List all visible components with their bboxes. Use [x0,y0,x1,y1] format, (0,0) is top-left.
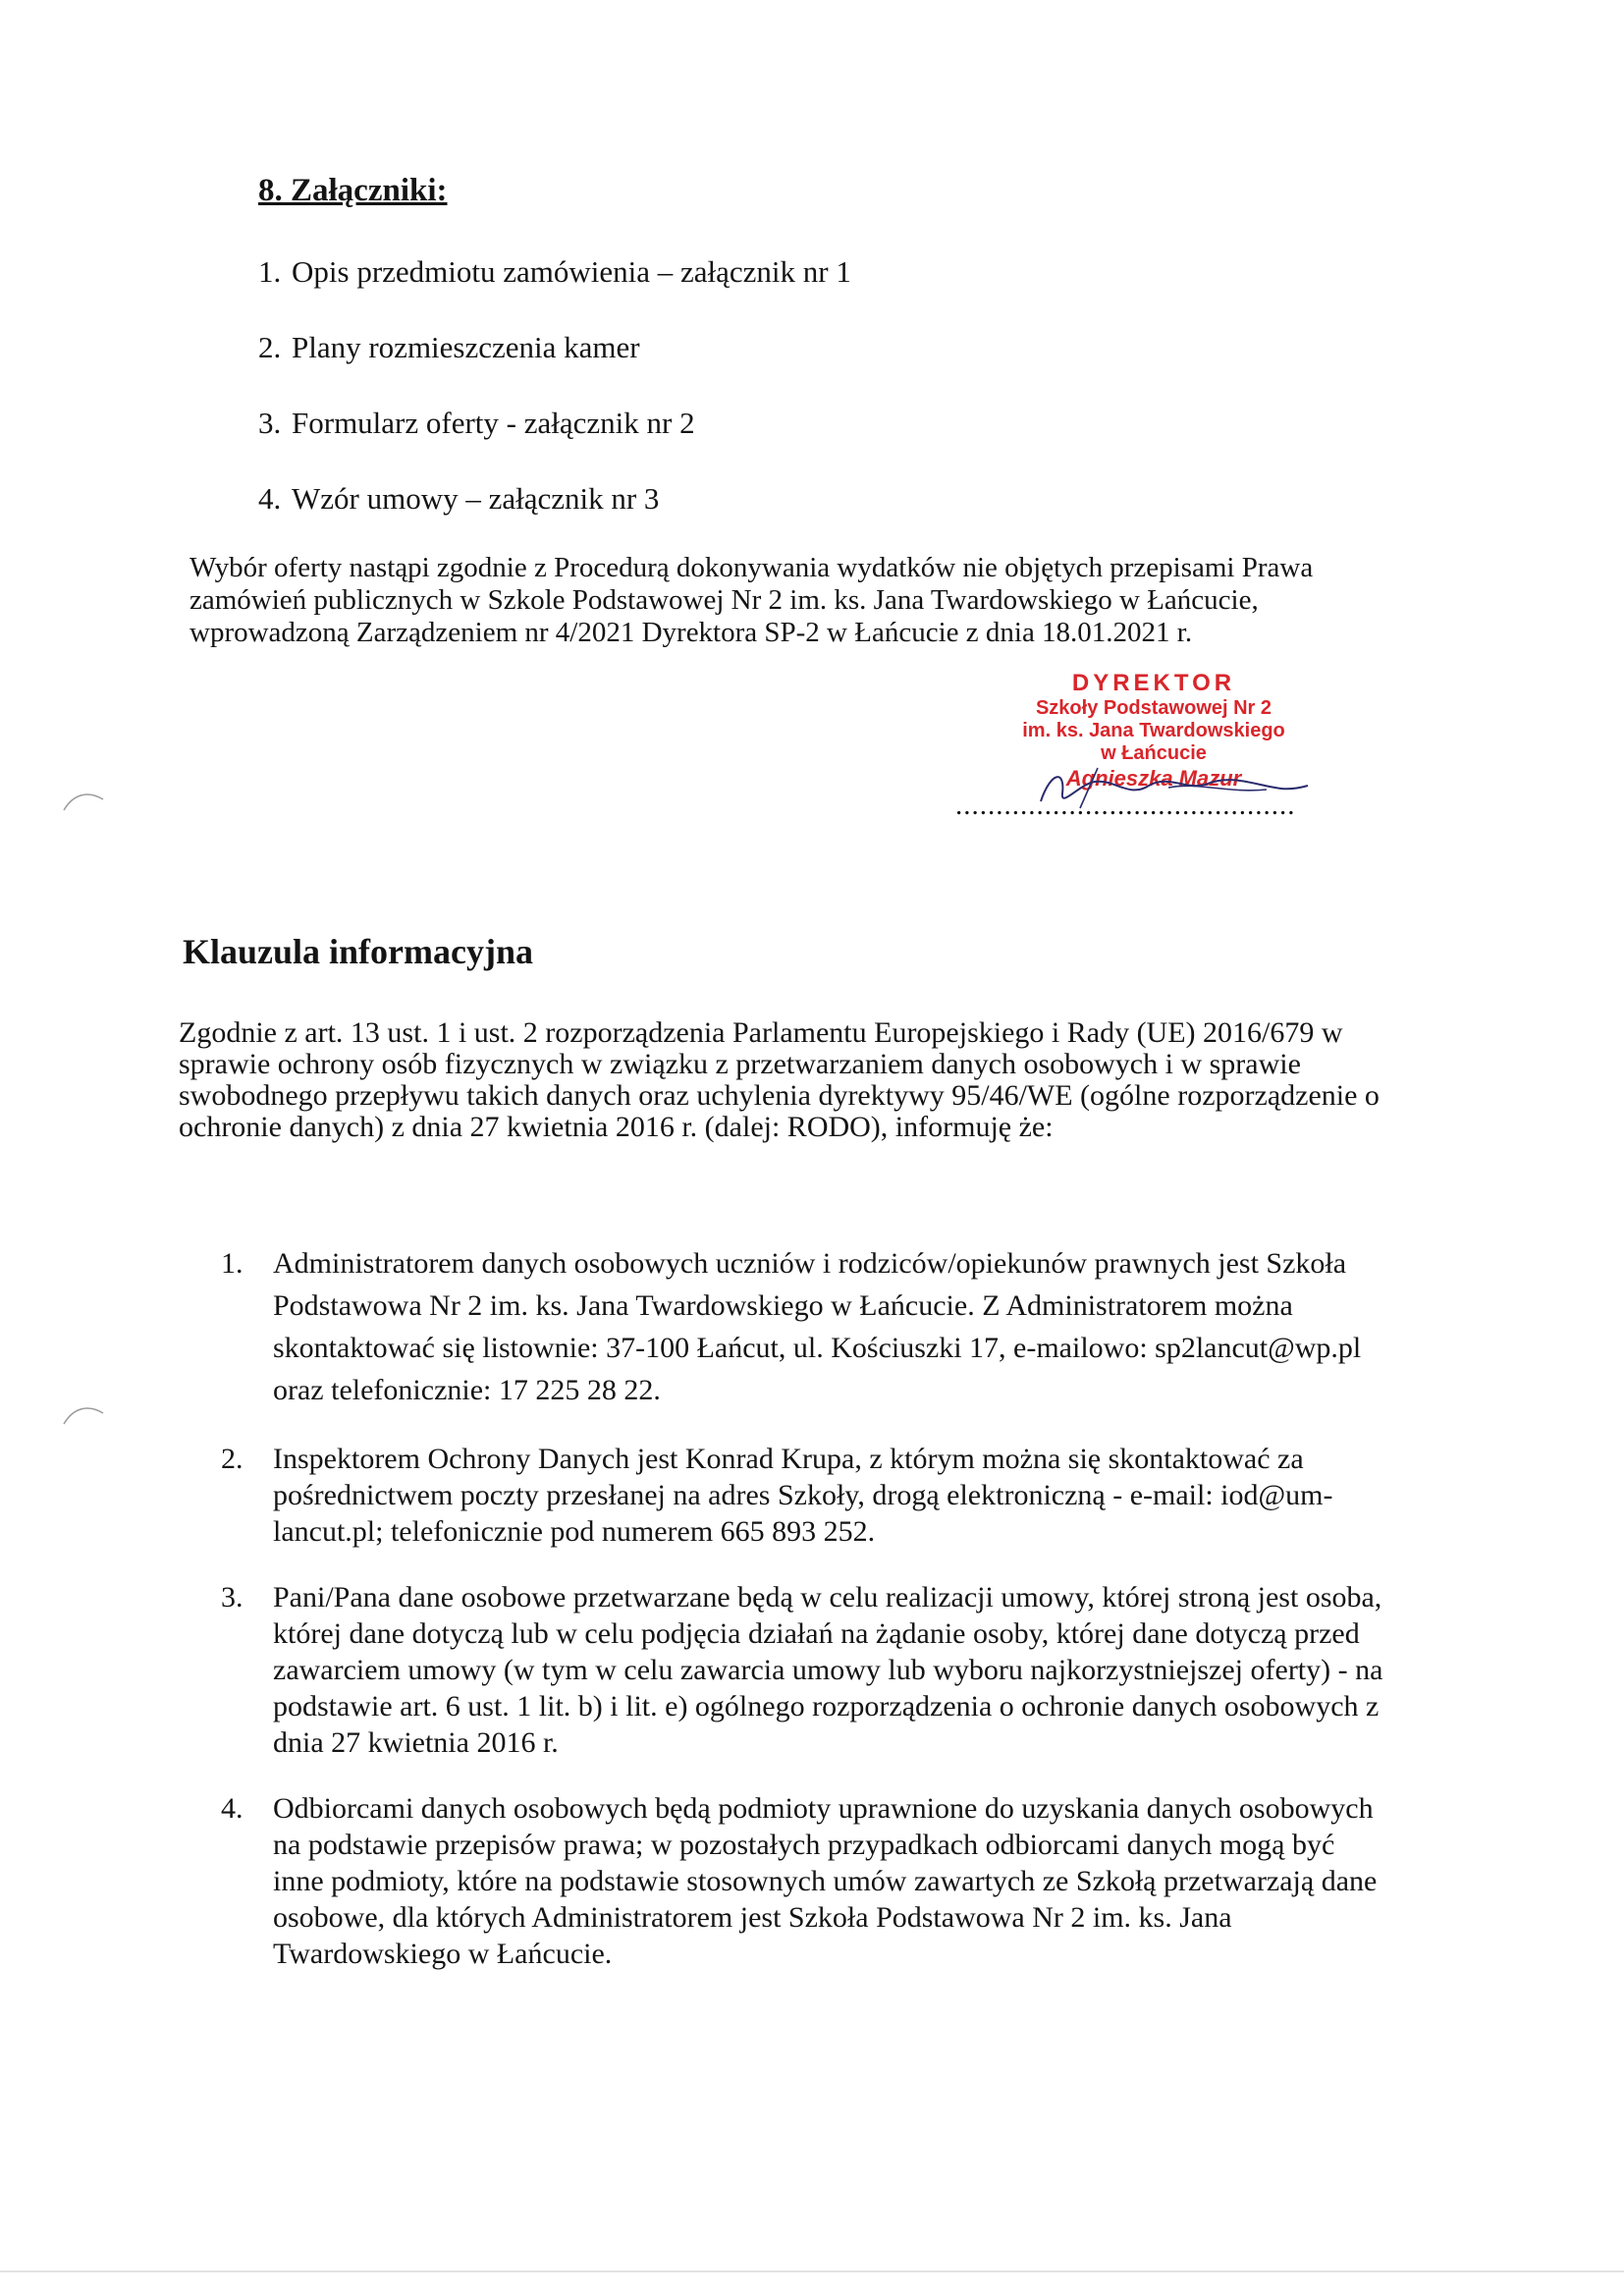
scan-artifact [59,786,108,815]
stamp-title: DYREKTOR [1071,670,1236,696]
item-number: 2. [221,1443,244,1475]
attachments-heading: 8. Załączniki: [258,173,448,208]
stamp-line: w Łańcucie [1101,742,1207,764]
attachment-text: Opis przedmiotu zamówienia – załącznik nr 1 [292,254,851,289]
list-item [221,1242,1389,1411]
clause-heading: Klauzula informacyjna [183,932,533,971]
attachment-number: 3. [258,406,282,440]
attachment-number: 2. [258,330,282,364]
item-number: 1. [221,1247,244,1280]
list-item [221,1441,1389,1550]
item-text: Odbiorcami danych osobowych będą podmioty uprawnione do uzyskania danych osobowych na podstawie przepisów prawa; w pozostałych przypadkach odbiorcami danych mogą być inne podmioty, które na podstawie stosownych umów zawartych ze Szkołą przetwarzają dane osobowe, dla których Administratorem jest Szkoła Podstawowa Nr 2 im. ks. Jana Twardowskiego w Łańcucie. [273,1792,1378,1970]
stamp-line: Szkoły Podstawowej Nr 2 [1035,697,1272,719]
item-number: 4. [221,1792,244,1825]
attachment-number: 4. [258,481,282,516]
attachment-item [258,406,695,441]
clause-intro: Zgodnie z art. 13 ust. 1 i ust. 2 rozporządzenia Parlamentu Europejskiego i Rady (UE) 2016/679 w sprawie ochrony osób fizycznych w związku z przetwarzaniem danych osobowych i w sprawie swobodnego przepływu takich danych oraz uchylenia dyrektywy 95/46/WE (ogólne rozporządzenie o ochronie danych) z dnia 27 kwietnia 2016 r. (dalej: RODO), informuję że: [179,1016,1380,1143]
signature-line: .......................................... [955,790,1296,821]
stamp-line: im. ks. Jana Twardowskiego [1022,720,1285,741]
attachment-number: 1. [258,254,282,289]
list-item [221,1579,1389,1761]
attachment-text: Formularz oferty - załącznik nr 2 [292,406,695,440]
attachment-item [258,330,640,365]
attachment-item [258,254,851,290]
attachment-text: Wzór umowy – załącznik nr 3 [292,481,660,516]
item-text: Inspektorem Ochrony Danych jest Konrad Krupa, z którym można się skontaktować za pośrednictwem poczty przesłanej na adres Szkoły, drogą elektroniczną - e-mail: iod@um-lancut.pl; telefonicznie pod numerem 665 893 252. [273,1443,1333,1548]
stamp-name: Agnieszka Mazur [1065,766,1242,791]
attachment-item [258,481,659,517]
scan-edge [0,2270,1624,2272]
attachment-text: Plany rozmieszczenia kamer [292,330,640,364]
offer-selection-paragraph: Wybór oferty nastąpi zgodnie z Procedurą dokonywania wydatków nie objętych przepisami Prawa zamówień publicznych w Szkole Podstawowej Nr 2 im. ks. Jana Twardowskiego w Łańcucie, wprowadzoną Zarządzeniem nr 4/2021 Dyrektora SP-2 w Łańcucie z dnia 18.01.2021 r. [189,552,1314,648]
item-text: Pani/Pana dane osobowe przetwarzane będą w celu realizacji umowy, której stroną jest osoba, której dane dotyczą lub w celu podjęcia działań na żądanie osoby, której dane dotyczą przed zawarciem umowy (w tym w celu zawarcia umowy lub wyboru najkorzystniejszej oferty) - na podstawie art. 6 ust. 1 lit. b) i lit. e) ogólnego rozporządzenia o ochronie danych osobowych z dnia 27 kwietnia 2016 r. [273,1581,1383,1759]
item-number: 3. [221,1581,244,1613]
list-item [221,1790,1389,1972]
scan-artifact [59,1399,108,1429]
clause-list [221,1242,1389,1972]
item-text: Administratorem danych osobowych uczniów i rodziców/opiekunów prawnych jest Szkoła Podstawowa Nr 2 im. ks. Jana Twardowskiego w Łańcucie. Z Administratorem można skontaktować się listownie: 37-100 Łańcut, ul. Kościuszki 17, e-mailowo: sp2lancut@wp.pl oraz telefonicznie: 17 225 28 22. [273,1247,1362,1406]
